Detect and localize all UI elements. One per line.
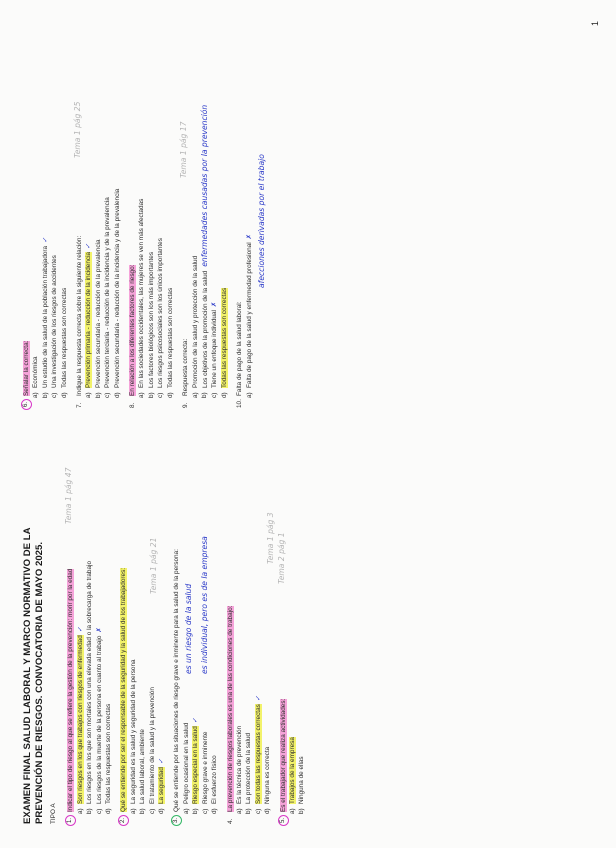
option-b: b) Los factores biológicos son los más importantes [147,251,155,398]
option-d: d) Todas las respuestas son correctas [60,287,68,398]
question-number: 1. [65,815,76,826]
option-b: b) Ninguna de ellas [298,756,306,814]
option-c: c) Una investigación de los riesgos de accidentes [51,255,59,398]
document-title: EXAMEN FINAL SALUD LABORAL Y MARCO NORMATIVO DE LA PREVENCIÓN DE RIESGOS. CONVOCATORIA DE MAYO 2025. [22,527,45,824]
option-d: d) El esfuerzo físico [211,755,219,814]
question-stem: Señalar la correcta: [23,340,30,396]
question-5 [276,452,307,824]
option-d: d) Ninguna es correcta [264,746,272,814]
option-a: a) Falta de pago de la salud y enfermedad profesional✗ [245,233,253,398]
option-a: a) Trabajos de la empresa [288,737,296,814]
question-10 [235,36,267,408]
question-2 [119,452,166,824]
option-d: d) Prevención secundaria - reducción de la incidencia y de la prevalencia [113,188,121,398]
question-number: 3. [171,815,182,826]
question-7 [75,36,122,408]
check-mark-icon: ✓ [158,758,166,765]
option-b: b) Riesgo especial en la salud✓ [192,717,200,814]
question-stem: Es el trabajador que realiza actividades: [279,698,287,812]
left-column [22,452,313,824]
option-d: d) La seguridad✓ [158,758,166,814]
question-6 [22,36,69,408]
option-a: a) Prevención primaria - reducción de la incidencia✓ [85,243,93,398]
option-a: a) La seguridad es la salud y seguridad de la persona [129,659,137,814]
question-stem: Respuesta correcta: [182,338,190,396]
option-c: c) Los riesgos de la muerte de la persona en cuanto al trabajo✗ [95,627,103,814]
question-number: 7. [76,402,84,408]
handwritten-answer: enfermedades causadas por la prevención [199,104,209,267]
handwritten-answer: afecciones derivadas por el trabajo [257,154,267,288]
handwritten-answer: es un riesgo de la salud [184,583,194,674]
option-d: d) Todas las respuestas son correctas [166,287,174,398]
check-mark-icon: ✓ [254,695,262,702]
option-b: b) Un estudio de la salud de la población trabajadora✓ [41,237,49,398]
cross-mark-icon: ✗ [211,301,219,308]
option-c: c) El tratamiento de la salud y la prevención [148,687,156,814]
question-stem: Falta de pago de la salud laboral: [236,301,244,396]
right-column [22,36,267,408]
question-number: 8. [129,402,137,408]
question-stem: Indique la respuesta correcta sobre la siguiente relación: [76,235,84,396]
question-stem: Qué se entiende por las situaciones de riesgo grave e inminente para la salud de la persona: [173,549,181,812]
option-a: a) Es la técnica de prevención [235,725,243,814]
check-mark-icon: ✓ [76,626,84,633]
option-c: c) Son todas las respuestas correctas✓ [254,695,262,814]
question-1 [66,452,113,824]
option-b: b) Los objetivos de la promoción de la saludenfermedades causadas por la prevención [199,104,209,398]
option-c: c) Los riesgos psicosociales son los únicos importantes [157,238,165,398]
option-a: a) Económica [32,356,40,398]
check-mark-icon: ✓ [85,243,93,249]
question-number: 10. [236,399,244,408]
handwritten-note: Tema 1 pág 25 [73,101,83,158]
question-stem: Indicar el tipo de riesgo al que se refiere la gestión de la prevención: morir por la edad [67,568,75,812]
question-8 [128,36,175,408]
exam-type: TIPO A [50,803,57,824]
handwritten-note: Tema 1 pág 21 [149,537,159,594]
option-a: a) Promoción de la salud y protección de la salud [191,255,199,398]
question-number: 5. [278,815,289,826]
option-b: b) La protección de la salud [245,732,253,814]
question-number: 2. [118,815,129,826]
option-a: a) Son riesgos en los que trabajos con riesgos de enfermedad✓ [76,626,84,814]
check-mark-icon: ✓ [192,717,200,724]
question-stem: En relación a los diferentes factores de riesgo: [129,264,137,396]
check-mark-icon: ✓ [41,237,49,243]
option-a: a) Peligro ocasional en la salud [182,722,190,814]
handwritten-note: Tema 1 pág 17 [179,121,189,178]
handwritten-note: Tema 1 pág 3 [265,512,275,564]
cross-mark-icon: ✗ [245,233,253,240]
option-d: d) Todas las respuestas son correctas [220,287,228,398]
question-4 [226,452,273,824]
question-number: 9. [182,402,190,408]
option-c: c) Riesgo grave e inminente [201,731,209,814]
question-9 [181,36,229,408]
option-b: b) La salud laboral, ambiente [139,729,147,814]
option-d: d) Todas las respuestas son correctas [105,703,113,814]
question-number: 4. [226,818,234,824]
handwritten-answer: es individual, pero es de la empresa [200,536,210,674]
option-c: c) Tiene un enfoque individual✗ [211,301,219,398]
handwritten-note: Tema 1 pág 47 [64,467,74,524]
option-a: a) En las sociedades occidentales, las mujeres se ven más afectadas [138,198,146,398]
handwritten-note: Tema 2 pág 1 [276,532,286,584]
question-3 [172,452,219,824]
option-b: b) Prevención secundaria - reducción de la prevalencia [94,239,102,398]
option-c: c) Prevención terciaria - reducción de la incidencia y de la prevalencia [104,197,112,398]
question-stem: La prevención de riesgos laborales es una de las condiciones de trabajo: [226,605,234,812]
cross-mark-icon: ✗ [95,627,103,633]
question-number: 6. [21,399,32,410]
question-stem: Qué se entiende por ser el responsable de la seguridad y la salud de los trabajadores: [120,567,128,812]
option-b: b) Los riesgos en los que son mortales con una elevada edad o la sobrecarga de trabajo [86,560,94,814]
page-number: 1 [590,20,600,26]
